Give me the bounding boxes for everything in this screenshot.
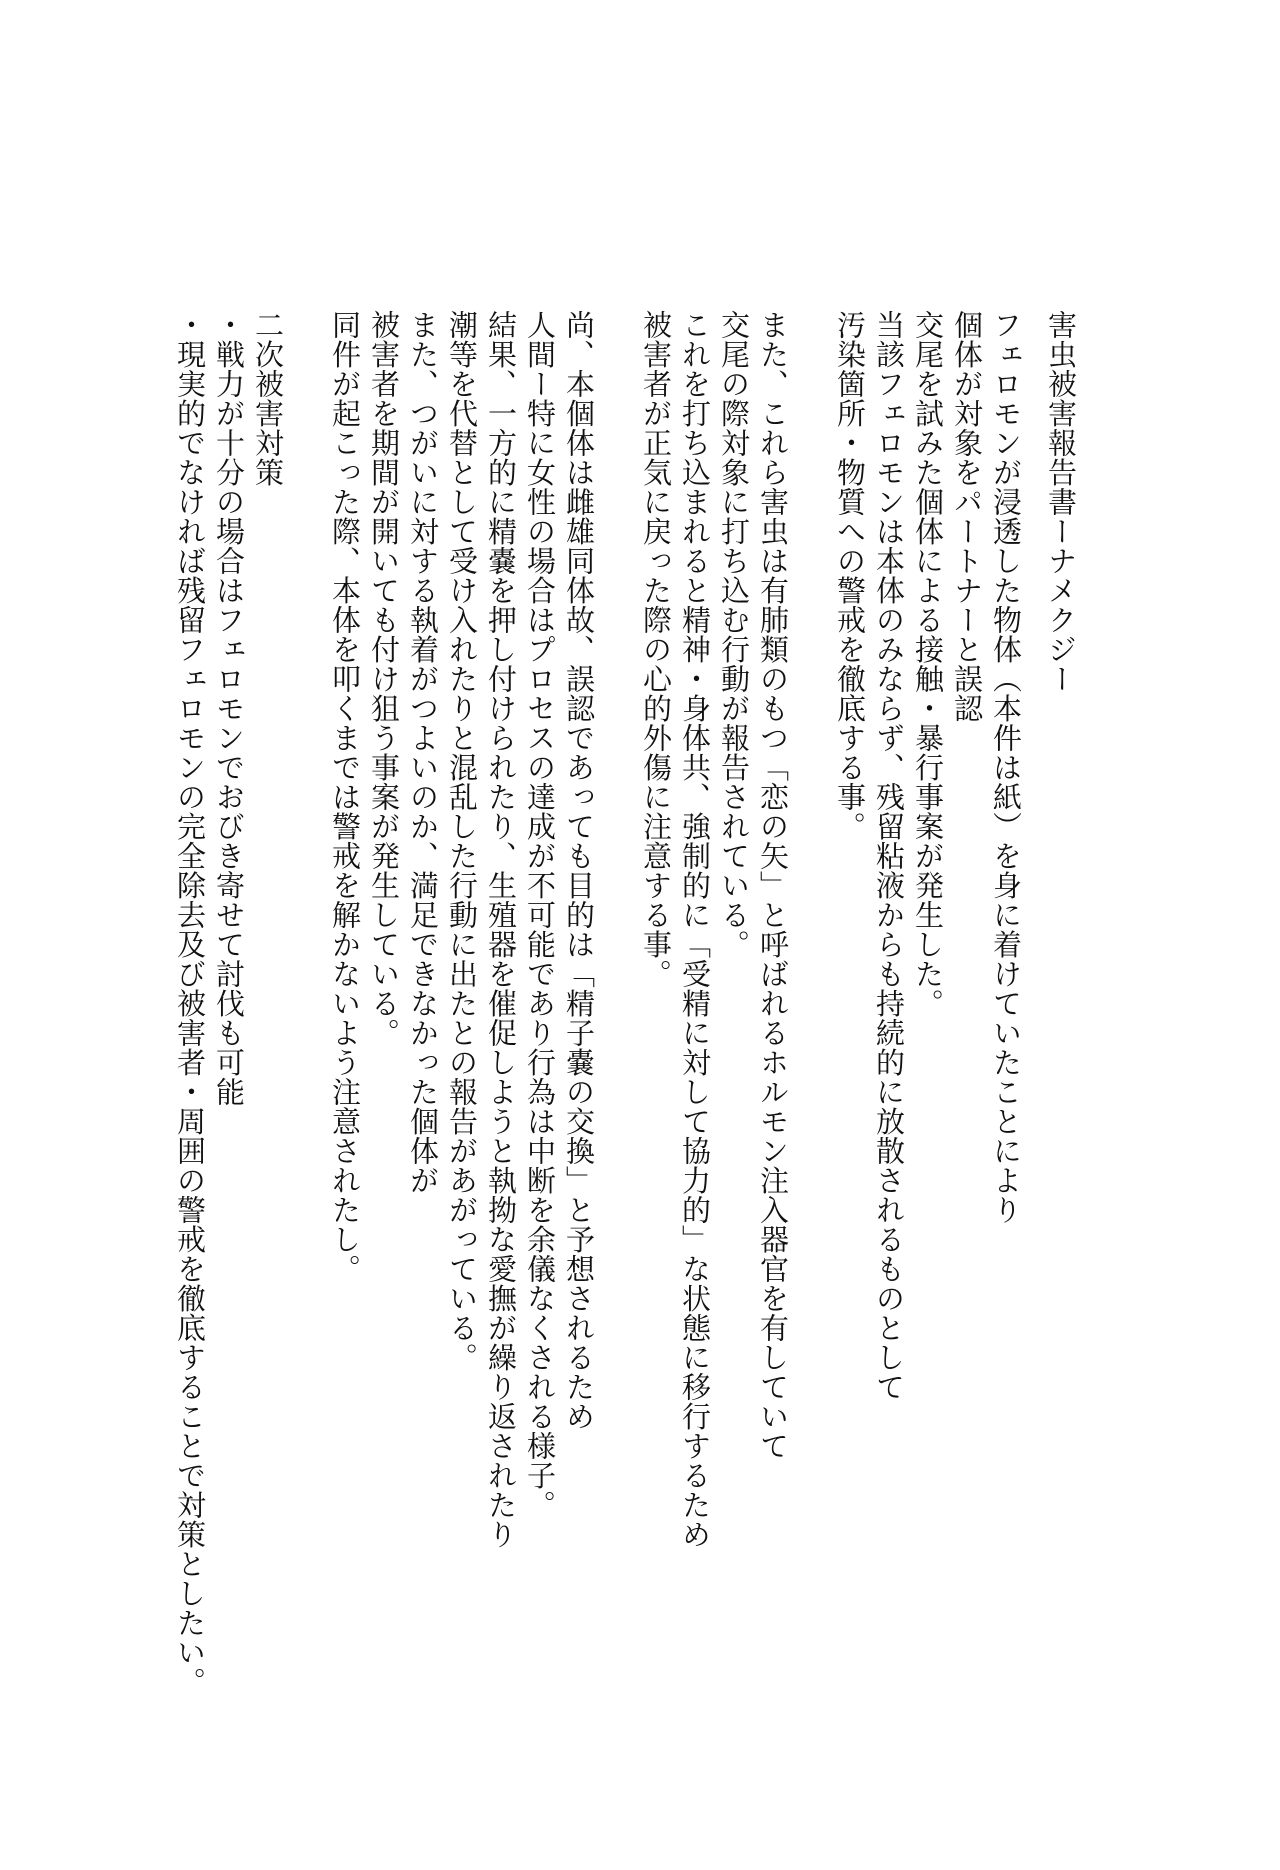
text-line: 被害者を期間が開いても付け狙う事案が発生している。	[367, 310, 401, 1048]
text-line: これを打ち込まれると精神・身体共、強制的に「受精に対して協力的」な状態に移行するため	[678, 310, 712, 1549]
bullet-item: ・戦力が十分の場合はフェロモンでおびき寄せて討伐も可能	[212, 310, 246, 1107]
text-line: フェロモンが浸透した物体（本件は紙）を身に着けていたことにより	[989, 310, 1023, 1225]
text-line: 人間ー特に女性の場合はプロセスの達成が不可能であり行為は中断を余儀なくされる様子。	[523, 310, 557, 1520]
text-line: 同件が起こった際、本体を叩くまでは警戒を解かないよう注意されたし。	[328, 310, 362, 1284]
text-line: 結果、一方的に精嚢を押し付けられたり、生殖器を催促しようと執拗な愛撫が繰り返されたり	[484, 310, 518, 1549]
text-line: また、これら害虫は有肺類のもつ「恋の矢」と呼ばれるホルモン注入器官を有していて	[756, 310, 790, 1461]
section-heading: 二次被害対策	[251, 310, 285, 487]
text-line: 個体が対象をパートナーと誤認	[950, 310, 984, 723]
report-text	[170, 310, 1080, 1697]
text-line: 潮等を代替として受け入れたりと混乱した行動に出たとの報告があがっている。	[445, 310, 479, 1372]
text-line: 汚染箇所・物質への警戒を徹底する事。	[833, 310, 867, 841]
text-line: 交尾の際対象に打ち込む行動が報告されている。	[717, 310, 751, 959]
text-line: 尚、本個体は雌雄同体故、誤認であっても目的は「精子嚢の交換」と予想されるため	[562, 310, 596, 1431]
text-line: 当該フェロモンは本体のみならず、残留粘液からも持続的に放散されるものとして	[872, 310, 906, 1402]
paragraph-pheromone	[830, 310, 1025, 1630]
document-title: 害虫被害報告書ーナメクジー	[1044, 310, 1078, 694]
bullet-item: ・現実的でなければ残留フェロモンの完全除去及び被害者・周囲の警戒を徹底することで対策としたい。	[173, 310, 207, 1697]
text-line: また、つがいに対する執着がつよいのか、満足できなかった個体が	[406, 310, 440, 1195]
text-line: 交尾を試みた個体による接触・暴行事案が発生した。	[911, 310, 945, 1018]
paragraph-hermaphrodite	[325, 310, 598, 1630]
paragraph-love-dart	[636, 310, 792, 1630]
text-line: 被害者が正気に戻った際の心的外傷に注意する事。	[639, 310, 673, 989]
paragraph-countermeasures	[170, 310, 287, 1697]
